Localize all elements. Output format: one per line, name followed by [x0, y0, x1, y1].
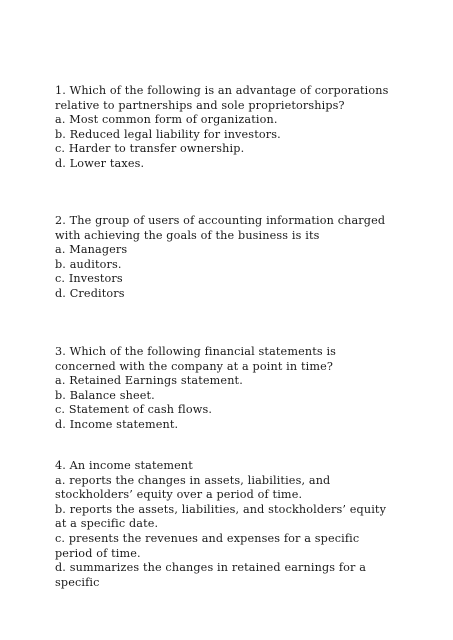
answer-option-a: a. Managers [55, 243, 128, 257]
answer-option-b: b. Balance sheet. [55, 388, 155, 402]
question-text: 4. An income statement [55, 459, 193, 472]
answer-option-b: b. Reduced legal liability for investors. [55, 127, 281, 141]
question-text: 3. Which of the following financial statements is concerned with the company at a point in time? [55, 345, 337, 373]
answer-option-c: c. Investors [55, 272, 123, 286]
answer-option-a: a. Most common form of organization. [55, 113, 278, 127]
answer-option-c: c. presents the revenues and expenses for a specific period of time. [55, 531, 360, 560]
answer-option-d: d. Creditors [55, 286, 125, 300]
question-text: 2. The group of users of accounting information charged with achieving the goals of the business is its [55, 214, 386, 242]
question-4 [55, 459, 395, 590]
question-1 [55, 84, 395, 172]
answer-option-c: c. Harder to transfer ownership. [55, 142, 245, 156]
answer-option-d: d. Lower taxes. [55, 156, 145, 170]
answer-option-d: d. Income statement. [55, 417, 179, 431]
question-text: 1. Which of the following is an advantage of corporations relative to partnerships and sole proprietorships? [55, 84, 389, 112]
answer-option-b: b. reports the assets, liabilities, and stockholders’ equity at a specific date. [55, 502, 387, 531]
answer-option-d: d. summarizes the changes in retained earnings for a specific [55, 561, 367, 589]
answer-option-a: a. reports the changes in assets, liabilities, and stockholders’ equity over a period of time. [55, 473, 331, 502]
answer-option-b: b. auditors. [55, 257, 122, 271]
question-2 [55, 214, 395, 302]
question-3 [55, 345, 395, 433]
answer-option-c: c. Statement of cash flows. [55, 403, 213, 417]
answer-option-a: a. Retained Earnings statement. [55, 374, 243, 388]
